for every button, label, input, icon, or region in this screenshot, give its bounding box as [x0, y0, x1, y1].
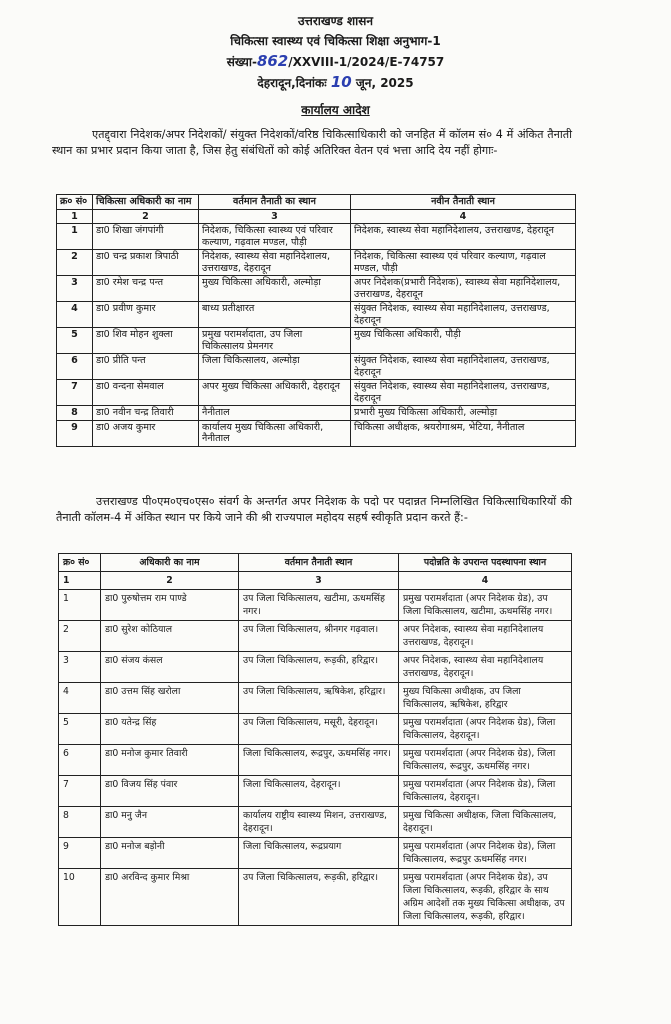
cell-serial: 3	[57, 276, 93, 302]
cell-serial: 9	[59, 838, 101, 869]
table-row	[57, 276, 576, 302]
col-number: 3	[199, 209, 351, 224]
cell-current-posting: कार्यालय राष्ट्रीय स्वास्थ्य मिशन, उत्तराखण्ड, देहरादून।	[239, 807, 399, 838]
cell-officer-name: डा0 विजय सिंह पंवार	[101, 776, 239, 807]
department-title: चिकित्सा स्वास्थ्य एवं चिकित्सा शिक्षा अनुभाग-1	[230, 34, 441, 48]
col-header-current-posting: वर्तमान तैनाती स्थान	[239, 554, 399, 572]
cell-serial: 4	[59, 683, 101, 714]
col-header-new-posting: नवीन तैनाती स्थान	[351, 195, 576, 210]
cell-current-posting: नैनीताल	[199, 406, 351, 421]
cell-serial: 5	[57, 328, 93, 354]
cell-officer-name: डा0 रमेश चन्द्र पन्त	[93, 276, 199, 302]
cell-new-posting: निदेशक, स्वास्थ्य सेवा महानिदेशालय, उत्तराखण्ड, देहरादून	[351, 224, 576, 250]
table-row	[59, 838, 572, 869]
cell-serial: 8	[57, 406, 93, 421]
cell-serial: 7	[59, 776, 101, 807]
cell-officer-name: डा0 चन्द्र प्रकाश त्रिपाठी	[93, 250, 199, 276]
col-header-post-promotion-posting: पदोन्नति के उपरान्त पदस्थापना स्थान	[399, 554, 572, 572]
table-row	[57, 354, 576, 380]
cell-current-posting: उप जिला चिकित्सालय, खटीमा, ऊधमसिंह नगर।	[239, 590, 399, 621]
cell-serial: 8	[59, 807, 101, 838]
cell-current-posting: कार्यालय मुख्य चिकित्सा अधिकारी, नैनीताल	[199, 420, 351, 446]
cell-serial: 3	[59, 652, 101, 683]
table-row	[57, 420, 576, 446]
cell-serial: 1	[57, 224, 93, 250]
reference-suffix: /XXVIII-1/2024/E-74757	[288, 55, 445, 69]
cell-new-posting: अपर निदेशक, स्वास्थ्य सेवा महानिदेशालय उत्तराखण्ड, देहरादून।	[399, 621, 572, 652]
cell-current-posting: निदेशक, चिकित्सा स्वास्थ्य एवं परिवार कल्याण, गढ़वाल मण्डल, पौड़ी	[199, 224, 351, 250]
cell-serial: 2	[57, 250, 93, 276]
table-row	[59, 683, 572, 714]
cell-current-posting: जिला चिकित्सालय, अल्मोड़ा	[199, 354, 351, 380]
cell-serial: 10	[59, 869, 101, 926]
table-header-row	[59, 554, 572, 572]
cell-serial: 6	[59, 745, 101, 776]
cell-officer-name: डा0 प्रवीण कुमार	[93, 302, 199, 328]
table-row	[57, 224, 576, 250]
cell-officer-name: डा0 संजय कंसल	[101, 652, 239, 683]
date-prefix: देहरादून,दिनांकः	[257, 76, 327, 90]
cell-current-posting: मुख्य चिकित्सा अधिकारी, अल्मोड़ा	[199, 276, 351, 302]
cell-new-posting: प्रमुख परामर्शदाता (अपर निदेशक ग्रेड), उप जिला चिकित्सालय, खटीमा, ऊधमसिंह नगर।	[399, 590, 572, 621]
cell-new-posting: अपर निदेशक, स्वास्थ्य सेवा महानिदेशालय उत्तराखण्ड, देहरादून।	[399, 652, 572, 683]
cell-new-posting: प्रमुख परामर्शदाता (अपर निदेशक ग्रेड), जिला चिकित्सालय, देहरादून।	[399, 776, 572, 807]
intro-paragraph: एतद्द्वारा निदेशक/अपर निदेशकों/ संयुक्त निदेशकों/वरिष्ठ चिकित्साधिकारी को जनहित में कॉलम सं० 4 में अंकित तैनाती स्थान का प्रभार प्रदान किया जाता है, जिस हेतु संबंधितों को कोई अतिरिक्त वेतन एवं भत्ता आदि देय नहीं होगाः-	[52, 128, 572, 157]
table-row	[57, 250, 576, 276]
cell-current-posting: उप जिला चिकित्सालय, ऋषिकेश, हरिद्वार।	[239, 683, 399, 714]
cell-officer-name: डा0 नवीन चन्द्र तिवारी	[93, 406, 199, 421]
col-header-name: चिकित्सा अधिकारी का नाम	[93, 195, 199, 210]
table-row	[57, 380, 576, 406]
cell-new-posting: प्रमुख परामर्शदाता (अपर निदेशक ग्रेड), जिला चिकित्सालय, देहरादून।	[399, 714, 572, 745]
cell-current-posting: उप जिला चिकित्सालय, रूड़की, हरिद्वार।	[239, 652, 399, 683]
cell-current-posting: उप जिला चिकित्सालय, रूड़की, हरिद्वार।	[239, 869, 399, 926]
cell-new-posting: अपर निदेशक(प्रभारी निदेशक), स्वास्थ्य सेवा महानिदेशालय, उत्तराखण्ड, देहरादून	[351, 276, 576, 302]
reference-handwritten: 862	[256, 52, 289, 70]
table-row	[59, 714, 572, 745]
cell-new-posting: प्रभारी मुख्य चिकित्सा अधिकारी, अल्मोड़ा	[351, 406, 576, 421]
col-number: 3	[239, 572, 399, 590]
cell-current-posting: बाध्य प्रतीक्षारत	[199, 302, 351, 328]
cell-new-posting: प्रमुख परामर्शदाता (अपर निदेशक ग्रेड), उप जिला चिकित्सालय, रूड़की, हरिद्वार के साथ अग्रिम आदेशों तक मुख्य चिकित्सा अधीक्षक, उप जिला चिकित्सालय, रूड़की, हरिद्वार।	[399, 869, 572, 926]
cell-new-posting: मुख्य चिकित्सा अधिकारी, पौड़ी	[351, 328, 576, 354]
table-row	[57, 406, 576, 421]
cell-officer-name: डा0 मनोज बड़ोनी	[101, 838, 239, 869]
cell-officer-name: डा0 शिव मोहन शुक्ला	[93, 328, 199, 354]
cell-current-posting: जिला चिकित्सालय, रूद्रपुर, ऊधमसिंह नगर।	[239, 745, 399, 776]
table-row	[59, 745, 572, 776]
col-number: 2	[101, 572, 239, 590]
cell-serial: 6	[57, 354, 93, 380]
cell-new-posting: संयुक्त निदेशक, स्वास्थ्य सेवा महानिदेशालय, उत्तराखण्ड, देहरादून	[351, 302, 576, 328]
table-row	[59, 652, 572, 683]
cell-officer-name: डा0 मनोज कुमार तिवारी	[101, 745, 239, 776]
table-body	[59, 590, 572, 926]
cell-new-posting: संयुक्त निदेशक, स्वास्थ्य सेवा महानिदेशालय, उत्तराखण्ड, देहरादून	[351, 380, 576, 406]
cell-new-posting: प्रमुख चिकित्सा अधीक्षक, जिला चिकित्सालय, देहरादून।	[399, 807, 572, 838]
date-suffix: जून, 2025	[355, 76, 414, 90]
date-handwritten: 10	[330, 73, 352, 91]
table-row	[57, 302, 576, 328]
col-header-current-posting: वर्तमान तैनाती का स्थान	[199, 195, 351, 210]
cell-current-posting: निदेशक, स्वास्थ्य सेवा महानिदेशालय, उत्तराखण्ड, देहरादून	[199, 250, 351, 276]
cell-current-posting: उप जिला चिकित्सालय, श्रीनगर गढ़वाल।	[239, 621, 399, 652]
table-row	[57, 328, 576, 354]
table-promotions	[58, 553, 572, 926]
cell-new-posting: संयुक्त निदेशक, स्वास्थ्य सेवा महानिदेशालय, उत्तराखण्ड, देहरादून	[351, 354, 576, 380]
cell-new-posting: चिकित्सा अधीक्षक, श्रयरोगाश्रम, भेटिया, नैनीताल	[351, 420, 576, 446]
col-number: 4	[399, 572, 572, 590]
cell-current-posting: अपर मुख्य चिकित्सा अधिकारी, देहरादून	[199, 380, 351, 406]
cell-serial: 7	[57, 380, 93, 406]
second-paragraph: उत्तराखण्ड पी०एम०एच०एस० संवर्ग के अन्तर्गत अपर निदेशक के पदो पर पदान्नत निम्नलिखित चिकित्साधिकारियों की तैनाती कॉलम-4 में अंकित स्थान पर किये जाने की श्री राज्यपाल महोदय सहर्ष स्वीकृति प्रदान करते हैं:-	[56, 495, 572, 524]
cell-new-posting: निदेशक, चिकित्सा स्वास्थ्य एवं परिवार कल्याण, गढ़वाल मण्डल, पौड़ी	[351, 250, 576, 276]
cell-officer-name: डा0 सुरेश कोठियाल	[101, 621, 239, 652]
col-number: 1	[59, 572, 101, 590]
col-number: 2	[93, 209, 199, 224]
cell-serial: 2	[59, 621, 101, 652]
cell-serial: 4	[57, 302, 93, 328]
cell-new-posting: प्रमुख परामर्शदाता (अपर निदेशक ग्रेड), जिला चिकित्सालय, रूद्रपुर ऊधमसिंह नगर।	[399, 838, 572, 869]
office-order-heading: कार्यालय आदेश	[301, 103, 370, 117]
table-colnum-row	[57, 209, 576, 224]
cell-officer-name: डा0 यतेन्द्र सिंह	[101, 714, 239, 745]
cell-serial: 9	[57, 420, 93, 446]
government-title: उत्तराखण्ड शासन	[297, 14, 374, 28]
cell-officer-name: डा0 मनु जैन	[101, 807, 239, 838]
cell-new-posting: मुख्य चिकित्सा अधीक्षक, उप जिला चिकित्सालय, ऋषिकेश, हरिद्वार	[399, 683, 572, 714]
table-row	[59, 807, 572, 838]
col-header-serial: क्र० सं०	[57, 195, 93, 210]
table-transfers	[56, 194, 576, 447]
cell-current-posting: प्रमुख परामर्शदाता, उप जिला चिकित्सालय प्रेमनगर	[199, 328, 351, 354]
reference-number	[0, 54, 671, 70]
col-header-serial: क्र० सं०	[59, 554, 101, 572]
cell-officer-name: डा0 उत्तम सिंह खरोला	[101, 683, 239, 714]
cell-officer-name: डा0 प्रीति पन्त	[93, 354, 199, 380]
cell-current-posting: जिला चिकित्सालय, देहरादून।	[239, 776, 399, 807]
reference-prefix: संख्या-	[226, 55, 257, 69]
table-colnum-row	[59, 572, 572, 590]
cell-serial: 5	[59, 714, 101, 745]
table-body	[57, 224, 576, 447]
cell-officer-name: डा0 अजय कुमार	[93, 420, 199, 446]
table-header-row	[57, 195, 576, 210]
table-row	[59, 776, 572, 807]
table-row	[59, 590, 572, 621]
cell-officer-name: डा0 वन्दना सेमवाल	[93, 380, 199, 406]
table-row	[59, 869, 572, 926]
col-number: 4	[351, 209, 576, 224]
cell-current-posting: उप जिला चिकित्सालय, मसूरी, देहरादून।	[239, 714, 399, 745]
cell-officer-name: डा0 पुरुषोत्तम राम पाण्डे	[101, 590, 239, 621]
cell-current-posting: जिला चिकित्सालय, रूद्रप्रयाग	[239, 838, 399, 869]
cell-officer-name: डा0 अरविन्द कुमार मिश्रा	[101, 869, 239, 926]
col-number: 1	[57, 209, 93, 224]
cell-officer-name: डा0 शिखा जंगपांगी	[93, 224, 199, 250]
date-line	[0, 75, 671, 91]
cell-serial: 1	[59, 590, 101, 621]
col-header-name: अधिकारी का नाम	[101, 554, 239, 572]
cell-new-posting: प्रमुख परामर्शदाता (अपर निदेशक ग्रेड), जिला चिकित्सालय, रूद्रपुर, ऊधमसिंह नगर।	[399, 745, 572, 776]
table-row	[59, 621, 572, 652]
